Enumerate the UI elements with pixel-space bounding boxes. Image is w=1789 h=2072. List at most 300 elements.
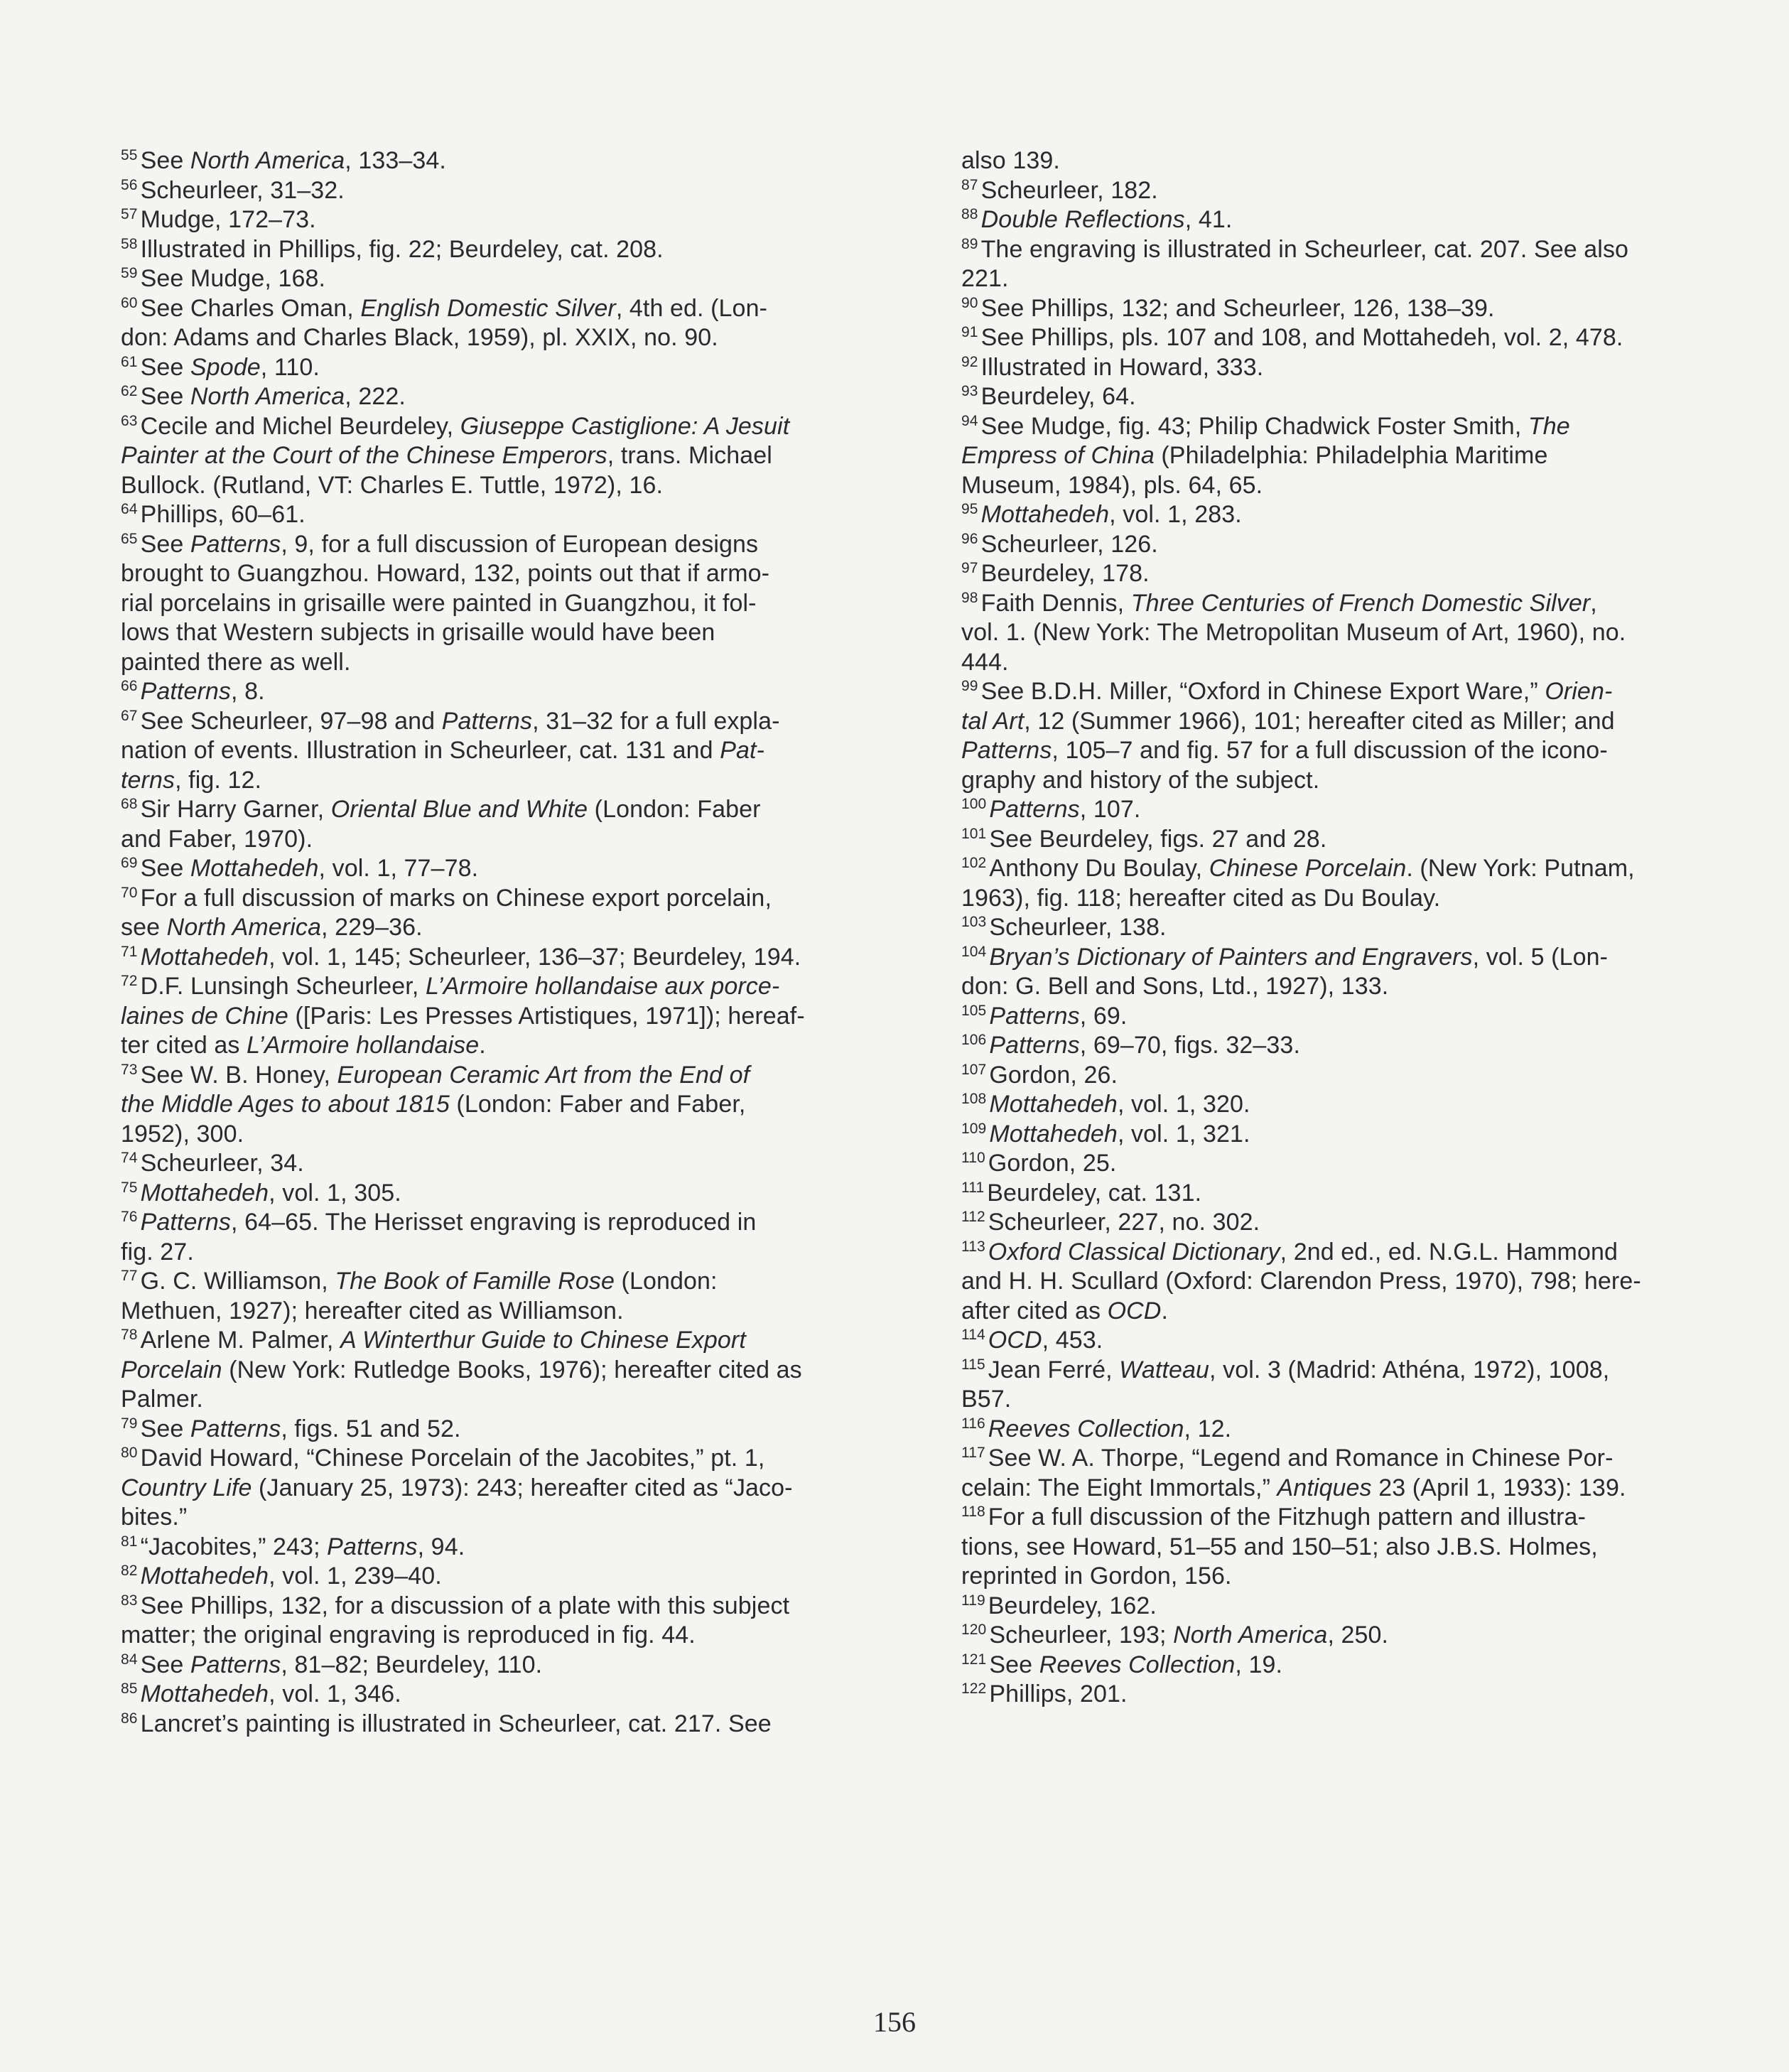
footnote-text: Cecile and Michel Beurdeley, xyxy=(140,412,460,440)
footnote-text: , 2nd ed., ed. N.G.L. Hammond xyxy=(1280,1238,1618,1266)
footnote-text: Scheurleer, 31–32. xyxy=(140,176,345,204)
footnote-88 xyxy=(961,205,1672,235)
footnote-75 xyxy=(121,1179,831,1209)
footnote-title: Reeves Collection xyxy=(1039,1651,1236,1678)
footnote-title: North America xyxy=(1173,1622,1328,1649)
footnote-number: 93 xyxy=(961,383,978,399)
footnote-55 xyxy=(121,146,831,176)
footnote-text: , 110. xyxy=(260,353,320,381)
footnote-number: 89 xyxy=(961,235,978,252)
footnote-text: Jean Ferré, xyxy=(988,1356,1120,1383)
footnote-text: don: G. Bell and Sons, Ltd., 1927), 133. xyxy=(961,973,1389,1000)
footnote-number: 62 xyxy=(121,383,138,399)
footnote-text: (London: xyxy=(614,1268,718,1295)
footnote-number: 75 xyxy=(121,1179,138,1196)
footnote-number: 88 xyxy=(961,206,978,222)
footnote-107 xyxy=(961,1061,1672,1091)
footnote-number: 102 xyxy=(961,855,987,871)
footnote-120 xyxy=(961,1621,1672,1651)
footnote-text: 1952), 300. xyxy=(121,1120,244,1148)
footnote-title: Bryan’s Dictionary of Painters and Engravers xyxy=(989,943,1473,971)
footnote-text: 221. xyxy=(961,265,1009,292)
footnote-70 xyxy=(121,884,831,943)
footnote-text: , vol. 1, 321. xyxy=(1117,1120,1250,1148)
footnote-text: Beurdeley, 178. xyxy=(980,560,1150,587)
footnote-64 xyxy=(121,500,831,530)
footnote-title: Pat- xyxy=(720,737,764,764)
footnote-text: 444. xyxy=(961,648,1009,676)
footnote-title: Country Life xyxy=(121,1474,252,1501)
footnote-text: , vol. 1, 145; Scheurleer, 136–37; Beurdeley, 194. xyxy=(269,943,801,971)
footnote-text: Scheurleer, 227, no. 302. xyxy=(988,1209,1260,1236)
footnote-number: 82 xyxy=(121,1563,138,1579)
footnote-number: 104 xyxy=(961,943,987,960)
footnote-79 xyxy=(121,1415,831,1445)
footnote-title: The xyxy=(1528,412,1570,440)
footnote-title: Chinese Porcelain xyxy=(1209,855,1407,882)
footnote-text: . xyxy=(1161,1297,1169,1324)
footnote-91 xyxy=(961,323,1672,353)
footnote-number: 80 xyxy=(121,1445,138,1461)
footnote-text: For a full discussion of the Fitzhugh pattern and illustra- xyxy=(988,1504,1586,1531)
footnote-text: , trans. Michael xyxy=(607,442,772,469)
footnote-84 xyxy=(121,1651,831,1680)
footnote-108 xyxy=(961,1090,1672,1120)
footnote-title: Patterns xyxy=(989,1002,1080,1030)
footnote-105 xyxy=(961,1002,1672,1032)
footnote-86 xyxy=(121,1710,831,1739)
footnote-title: Oxford Classical Dictionary xyxy=(988,1238,1280,1266)
footnote-number: 65 xyxy=(121,530,138,547)
footnote-text: 23 (April 1, 1933): 139. xyxy=(1371,1474,1626,1501)
footnote-text: , 107. xyxy=(1079,796,1141,823)
footnote-text: , vol. 1, 346. xyxy=(269,1680,401,1707)
footnote-text: , vol. 1, 305. xyxy=(269,1179,401,1207)
footnote-112 xyxy=(961,1208,1672,1238)
footnote-118 xyxy=(961,1503,1672,1592)
footnote-title: Patterns xyxy=(140,678,231,705)
footnote-title: Patterns xyxy=(190,1651,281,1678)
footnote-number: 59 xyxy=(121,265,138,281)
footnote-title: Mottahedeh xyxy=(989,1120,1118,1148)
footnote-text: See xyxy=(989,1651,1039,1678)
footnote-title: Porcelain xyxy=(121,1356,222,1383)
footnote-number: 110 xyxy=(961,1150,985,1166)
footnote-97 xyxy=(961,559,1672,589)
footnote-text: Illustrated in Howard, 333. xyxy=(980,353,1264,381)
footnote-text: , 229–36. xyxy=(321,914,423,941)
footnote-text: ter cited as xyxy=(121,1032,247,1059)
footnote-text: , vol. 1, 239–40. xyxy=(269,1563,442,1590)
footnote-text: and H. H. Scullard (Oxford: Clarendon Press, 1970), 798; here- xyxy=(961,1268,1641,1295)
footnote-text: Sir Harry Garner, xyxy=(140,796,331,823)
footnote-66 xyxy=(121,677,831,707)
footnote-109 xyxy=(961,1120,1672,1150)
footnote-number: 70 xyxy=(121,884,138,901)
footnote-number: 116 xyxy=(961,1415,985,1432)
footnote-title: Giuseppe Castiglione: A Jesuit xyxy=(460,412,790,440)
footnote-text: , 64–65. The Herisset engraving is reproduced in xyxy=(230,1209,757,1236)
footnote-text: , 9, for a full discussion of European designs xyxy=(281,530,759,558)
footnote-number: 94 xyxy=(961,412,978,429)
footnote-number: 73 xyxy=(121,1061,138,1078)
footnote-text: , vol. 1, 77–78. xyxy=(318,855,479,882)
footnote-text: See Beurdeley, figs. 27 and 28. xyxy=(989,825,1327,853)
footnote-99 xyxy=(961,677,1672,795)
footnote-95 xyxy=(961,500,1672,530)
footnote-text: , 12 (Summer 1966), 101; hereafter cited as Miller; and xyxy=(1024,707,1615,735)
footnote-text: , vol. 5 (Lon- xyxy=(1472,943,1609,971)
footnote-text: Beurdeley, 64. xyxy=(980,383,1136,410)
footnote-text: bites.” xyxy=(121,1504,188,1531)
footnote-title: Three Centuries of French Domestic Silver xyxy=(1130,589,1591,617)
footnote-text: , vol. 1, 283. xyxy=(1109,501,1242,528)
footnote-number: 74 xyxy=(121,1150,138,1166)
footnote-text: See Phillips, 132, for a discussion of a plate with this subject xyxy=(140,1592,790,1619)
footnote-number: 98 xyxy=(961,589,978,606)
footnote-78 xyxy=(121,1326,831,1415)
footnote-text: Gordon, 26. xyxy=(989,1061,1118,1089)
footnote-text: , 41. xyxy=(1184,206,1233,233)
footnote-title: tal Art xyxy=(961,707,1025,735)
footnote-text: Scheurleer, 182. xyxy=(980,176,1158,204)
footnote-57 xyxy=(121,205,831,235)
footnote-text: See xyxy=(140,383,190,410)
footnote-text: Illustrated in Phillips, fig. 22; Beurdeley, cat. 208. xyxy=(140,235,664,263)
footnote-number: 103 xyxy=(961,914,987,930)
footnote-title: Patterns xyxy=(327,1533,418,1560)
footnote-text: Lancret’s painting is illustrated in Scheurleer, cat. 217. See xyxy=(140,1710,772,1737)
footnote-number: 60 xyxy=(121,294,138,311)
footnote-text: Scheurleer, 193; xyxy=(989,1622,1174,1649)
footnote-text: See xyxy=(140,1651,190,1678)
footnote-text: D.F. Lunsingh Scheurleer, xyxy=(140,973,426,1000)
footnote-title: Spode xyxy=(190,353,261,381)
footnote-text: Phillips, 60–61. xyxy=(140,501,306,528)
footnote-text: Museum, 1984), pls. 64, 65. xyxy=(961,471,1263,499)
footnote-98 xyxy=(961,589,1672,678)
page-number: 156 xyxy=(873,2006,916,2038)
footnote-text: , figs. 51 and 52. xyxy=(281,1415,461,1442)
footnote-number: 56 xyxy=(121,176,138,193)
footnote-text: , 69–70, figs. 32–33. xyxy=(1079,1032,1300,1059)
footnote-number: 99 xyxy=(961,678,978,694)
footnote-65 xyxy=(121,530,831,678)
footnote-title: Patterns xyxy=(989,796,1080,823)
footnote-number: 66 xyxy=(121,678,138,694)
footnote-title: Patterns xyxy=(190,530,281,558)
footnote-text: David Howard, “Chinese Porcelain of the Jacobites,” pt. 1, xyxy=(140,1445,765,1472)
footnote-115 xyxy=(961,1356,1672,1415)
notes-column-left xyxy=(121,146,831,1739)
footnote-121 xyxy=(961,1651,1672,1680)
footnote-94 xyxy=(961,412,1672,501)
footnote-113 xyxy=(961,1238,1672,1327)
footnote-74 xyxy=(121,1149,831,1179)
footnote-text: Faith Dennis, xyxy=(980,589,1131,617)
footnote-text: G. C. Williamson, xyxy=(140,1268,335,1295)
footnote-text: , 4th ed. (Lon- xyxy=(615,294,767,322)
footnote-62 xyxy=(121,382,831,412)
footnote-text: 1963), fig. 118; hereafter cited as Du Boulay. xyxy=(961,884,1441,912)
footnote-title: Orien- xyxy=(1545,678,1613,705)
footnote-117 xyxy=(961,1444,1672,1503)
footnote-101 xyxy=(961,825,1672,855)
footnote-title: laines de Chine xyxy=(121,1002,288,1030)
footnote-number: 83 xyxy=(121,1592,138,1609)
footnote-number: 91 xyxy=(961,324,978,340)
footnote-text: after cited as xyxy=(961,1297,1108,1324)
footnote-92 xyxy=(961,353,1672,383)
footnote-text: See Mudge, 168. xyxy=(140,265,326,292)
footnote-number: 90 xyxy=(961,294,978,311)
footnote-text: , 105–7 and fig. 57 for a full discussion of the icono- xyxy=(1052,737,1608,764)
footnote-number: 85 xyxy=(121,1680,138,1697)
footnote-60 xyxy=(121,294,831,353)
footnote-93 xyxy=(961,382,1672,412)
footnote-text: graphy and history of the subject. xyxy=(961,766,1320,794)
footnote-text: Anthony Du Boulay, xyxy=(989,855,1209,882)
footnote-text: (London: Faber and Faber, xyxy=(449,1091,746,1118)
footnote-number: 84 xyxy=(121,1651,138,1668)
footnote-number: 78 xyxy=(121,1327,138,1343)
footnote-number: 68 xyxy=(121,796,138,812)
footnote-text: . xyxy=(479,1032,486,1059)
footnote-text: , 31–32 for a full expla- xyxy=(532,707,780,735)
footnote-text: Arlene M. Palmer, xyxy=(140,1327,341,1354)
footnote-title: Mottahedeh xyxy=(140,943,269,971)
footnote-text: See Phillips, pls. 107 and 108, and Mottahedeh, vol. 2, 478. xyxy=(980,324,1623,351)
footnote-text: rial porcelains in grisaille were painted in Guangzhou, it fol- xyxy=(121,589,757,617)
footnote-83 xyxy=(121,1592,831,1651)
footnote-number: 96 xyxy=(961,530,978,547)
footnote-90 xyxy=(961,294,1672,324)
footnote-text: (Philadelphia: Philadelphia Maritime xyxy=(1154,442,1548,469)
footnote-title: Patterns xyxy=(441,707,533,735)
footnote-text: Scheurleer, 126. xyxy=(980,530,1158,558)
footnote-text: See Phillips, 132; and Scheurleer, 126, 138–39. xyxy=(980,294,1495,322)
footnote-114 xyxy=(961,1326,1672,1356)
footnote-title: OCD xyxy=(988,1327,1042,1354)
footnote-111 xyxy=(961,1179,1672,1209)
footnote-number: 72 xyxy=(121,973,138,989)
footnote-text: Methuen, 1927); hereafter cited as Williamson. xyxy=(121,1297,624,1324)
footnote-number: 57 xyxy=(121,206,138,222)
footnote-text: Beurdeley, 162. xyxy=(988,1592,1157,1619)
footnote-text: See xyxy=(140,855,190,882)
footnote-text: celain: The Eight Immortals,” xyxy=(961,1474,1277,1501)
footnote-title: Patterns xyxy=(190,1415,281,1442)
footnote-text: See W. B. Honey, xyxy=(140,1061,337,1089)
footnote-number: 71 xyxy=(121,943,138,960)
footnote-text: For a full discussion of marks on Chinese export porcelain, xyxy=(140,884,772,912)
footnote-title: L’Armoire hollandaise xyxy=(247,1032,480,1059)
footnote-96 xyxy=(961,530,1672,560)
footnote-title: Oriental Blue and White xyxy=(330,796,588,823)
footnote-number: 121 xyxy=(961,1651,987,1668)
footnote-77 xyxy=(121,1267,831,1326)
footnote-number: 92 xyxy=(961,353,978,370)
footnote-number: 95 xyxy=(961,501,978,517)
footnote-text: Scheurleer, 138. xyxy=(989,914,1167,941)
footnote-69 xyxy=(121,854,831,884)
footnote-number: 64 xyxy=(121,501,138,517)
footnote-text: , fig. 12. xyxy=(175,766,262,794)
footnote-122 xyxy=(961,1680,1672,1710)
footnote-text: also 139. xyxy=(961,147,1060,174)
footnote-number: 114 xyxy=(961,1327,985,1343)
footnote-80 xyxy=(121,1444,831,1533)
footnote-text: , 12. xyxy=(1184,1415,1232,1442)
footnote-text: reprinted in Gordon, 156. xyxy=(961,1563,1232,1590)
footnote-100 xyxy=(961,795,1672,825)
footnote-number: 100 xyxy=(961,796,987,812)
footnote-number: 112 xyxy=(961,1209,985,1225)
footnote-title: Antiques xyxy=(1277,1474,1372,1501)
footnote-text: See xyxy=(140,353,190,381)
footnote-title: Mottahedeh xyxy=(980,501,1110,528)
footnote-title: OCD xyxy=(1107,1297,1162,1324)
footnote-61 xyxy=(121,353,831,383)
footnote-title: A Winterthur Guide to Chinese Export xyxy=(340,1327,746,1354)
footnote-continued xyxy=(961,146,1672,176)
footnote-number: 105 xyxy=(961,1002,987,1019)
footnote-number: 106 xyxy=(961,1032,987,1048)
footnote-text: Bullock. (Rutland, VT: Charles E. Tuttle, 1972), 16. xyxy=(121,471,664,499)
footnote-85 xyxy=(121,1680,831,1710)
footnote-title: North America xyxy=(190,383,345,410)
footnote-number: 119 xyxy=(961,1592,985,1609)
footnote-text: Beurdeley, cat. 131. xyxy=(987,1179,1202,1207)
footnote-text: (January 25, 1973): 243; hereafter cited as “Jaco- xyxy=(252,1474,793,1501)
footnote-title: Mottahedeh xyxy=(190,855,319,882)
footnote-text: See W. A. Thorpe, “Legend and Romance in Chinese Por- xyxy=(988,1445,1614,1472)
footnote-72 xyxy=(121,972,831,1061)
footnote-number: 86 xyxy=(121,1710,138,1727)
footnote-text: lows that Western subjects in grisaille would have been xyxy=(121,619,715,646)
footnote-76 xyxy=(121,1208,831,1267)
footnote-title: Empress of China xyxy=(961,442,1155,469)
footnote-number: 111 xyxy=(961,1179,985,1196)
footnote-number: 87 xyxy=(961,176,978,193)
footnote-text: ([Paris: Les Presses Artistiques, 1971]); hereaf- xyxy=(288,1002,805,1030)
footnote-text: , 19. xyxy=(1235,1651,1283,1678)
footnote-text: , 8. xyxy=(230,678,265,705)
footnote-text: B57. xyxy=(961,1386,1012,1413)
footnote-number: 69 xyxy=(121,855,138,871)
footnote-number: 79 xyxy=(121,1415,138,1432)
footnote-number: 109 xyxy=(961,1120,987,1137)
footnote-number: 107 xyxy=(961,1061,987,1078)
footnote-119 xyxy=(961,1592,1672,1622)
footnote-number: 108 xyxy=(961,1091,987,1107)
footnote-text: Phillips, 201. xyxy=(989,1680,1128,1707)
footnote-text: See Charles Oman, xyxy=(140,294,361,322)
footnote-text: , 133–34. xyxy=(345,147,446,174)
footnote-text: tions, see Howard, 51–55 and 150–51; also J.B.S. Holmes, xyxy=(961,1533,1598,1560)
footnote-63 xyxy=(121,412,831,501)
footnote-title: Mottahedeh xyxy=(140,1179,269,1207)
footnote-73 xyxy=(121,1061,831,1150)
footnote-number: 63 xyxy=(121,412,138,429)
footnote-number: 113 xyxy=(961,1238,985,1255)
footnote-text: “Jacobites,” 243; xyxy=(140,1533,328,1560)
footnote-title: Patterns xyxy=(989,1032,1080,1059)
footnote-text: painted there as well. xyxy=(121,648,351,676)
footnote-text: fig. 27. xyxy=(121,1238,194,1266)
footnote-number: 81 xyxy=(121,1533,138,1550)
footnote-title: European Ceramic Art from the End of xyxy=(337,1061,750,1089)
footnote-102 xyxy=(961,854,1672,913)
footnote-text: , 222. xyxy=(345,383,406,410)
footnote-104 xyxy=(961,943,1672,1002)
footnote-text: matter; the original engraving is reproduced in fig. 44. xyxy=(121,1622,696,1649)
footnote-number: 77 xyxy=(121,1268,138,1284)
footnote-110 xyxy=(961,1149,1672,1179)
footnote-text: nation of events. Illustration in Scheurleer, cat. 131 and xyxy=(121,737,720,764)
footnote-title: Reeves Collection xyxy=(988,1415,1184,1442)
footnote-title: terns xyxy=(121,766,175,794)
footnote-text: (New York: Rutledge Books, 1976); hereafter cited as xyxy=(222,1356,802,1383)
footnote-106 xyxy=(961,1031,1672,1061)
footnote-text: don: Adams and Charles Black, 1959), pl. XXIX, no. 90. xyxy=(121,324,718,351)
footnote-67 xyxy=(121,707,831,796)
footnote-title: L’Armoire hollandaise aux porce- xyxy=(425,973,780,1000)
footnote-title: Mottahedeh xyxy=(140,1680,269,1707)
footnote-title: The Book of Famille Rose xyxy=(335,1268,615,1295)
footnote-text: , 94. xyxy=(417,1533,465,1560)
footnote-text: (London: Faber xyxy=(588,796,761,823)
footnote-text: brought to Guangzhou. Howard, 132, points out that if armo- xyxy=(121,560,770,587)
footnote-text: See Scheurleer, 97–98 and xyxy=(140,707,442,735)
notes-column-right xyxy=(961,146,1672,1710)
footnote-116 xyxy=(961,1415,1672,1445)
footnote-title: Patterns xyxy=(961,737,1052,764)
footnote-text: , vol. 1, 320. xyxy=(1117,1091,1250,1118)
footnote-title: English Domestic Silver xyxy=(360,294,616,322)
footnote-71 xyxy=(121,943,831,973)
footnote-68 xyxy=(121,795,831,854)
footnote-title: North America xyxy=(190,147,345,174)
footnote-56 xyxy=(121,176,831,206)
footnote-number: 61 xyxy=(121,353,138,370)
footnote-text: and Faber, 1970). xyxy=(121,825,313,853)
footnote-number: 76 xyxy=(121,1209,138,1225)
footnote-text: . (New York: Putnam, xyxy=(1406,855,1635,882)
footnote-text: Gordon, 25. xyxy=(988,1150,1117,1177)
footnote-text: See xyxy=(140,530,190,558)
footnote-89 xyxy=(961,235,1672,294)
footnote-text: Palmer. xyxy=(121,1386,203,1413)
footnote-text: , 453. xyxy=(1042,1327,1103,1354)
footnote-text: , 250. xyxy=(1327,1622,1389,1649)
footnote-title: Watteau xyxy=(1119,1356,1209,1383)
footnote-82 xyxy=(121,1562,831,1592)
footnote-title: Double Reflections xyxy=(980,206,1185,233)
footnote-number: 118 xyxy=(961,1504,985,1520)
footnote-number: 122 xyxy=(961,1680,987,1697)
footnote-number: 101 xyxy=(961,825,987,842)
footnote-text: The engraving is illustrated in Scheurleer, cat. 207. See also xyxy=(980,235,1629,263)
footnote-text: see xyxy=(121,914,167,941)
footnote-text: , 81–82; Beurdeley, 110. xyxy=(281,1651,543,1678)
footnote-81 xyxy=(121,1533,831,1563)
footnote-text: See xyxy=(140,147,190,174)
footnote-title: Mottahedeh xyxy=(140,1563,269,1590)
footnote-text: , xyxy=(1590,589,1597,617)
footnote-87 xyxy=(961,176,1672,206)
footnote-59 xyxy=(121,264,831,294)
